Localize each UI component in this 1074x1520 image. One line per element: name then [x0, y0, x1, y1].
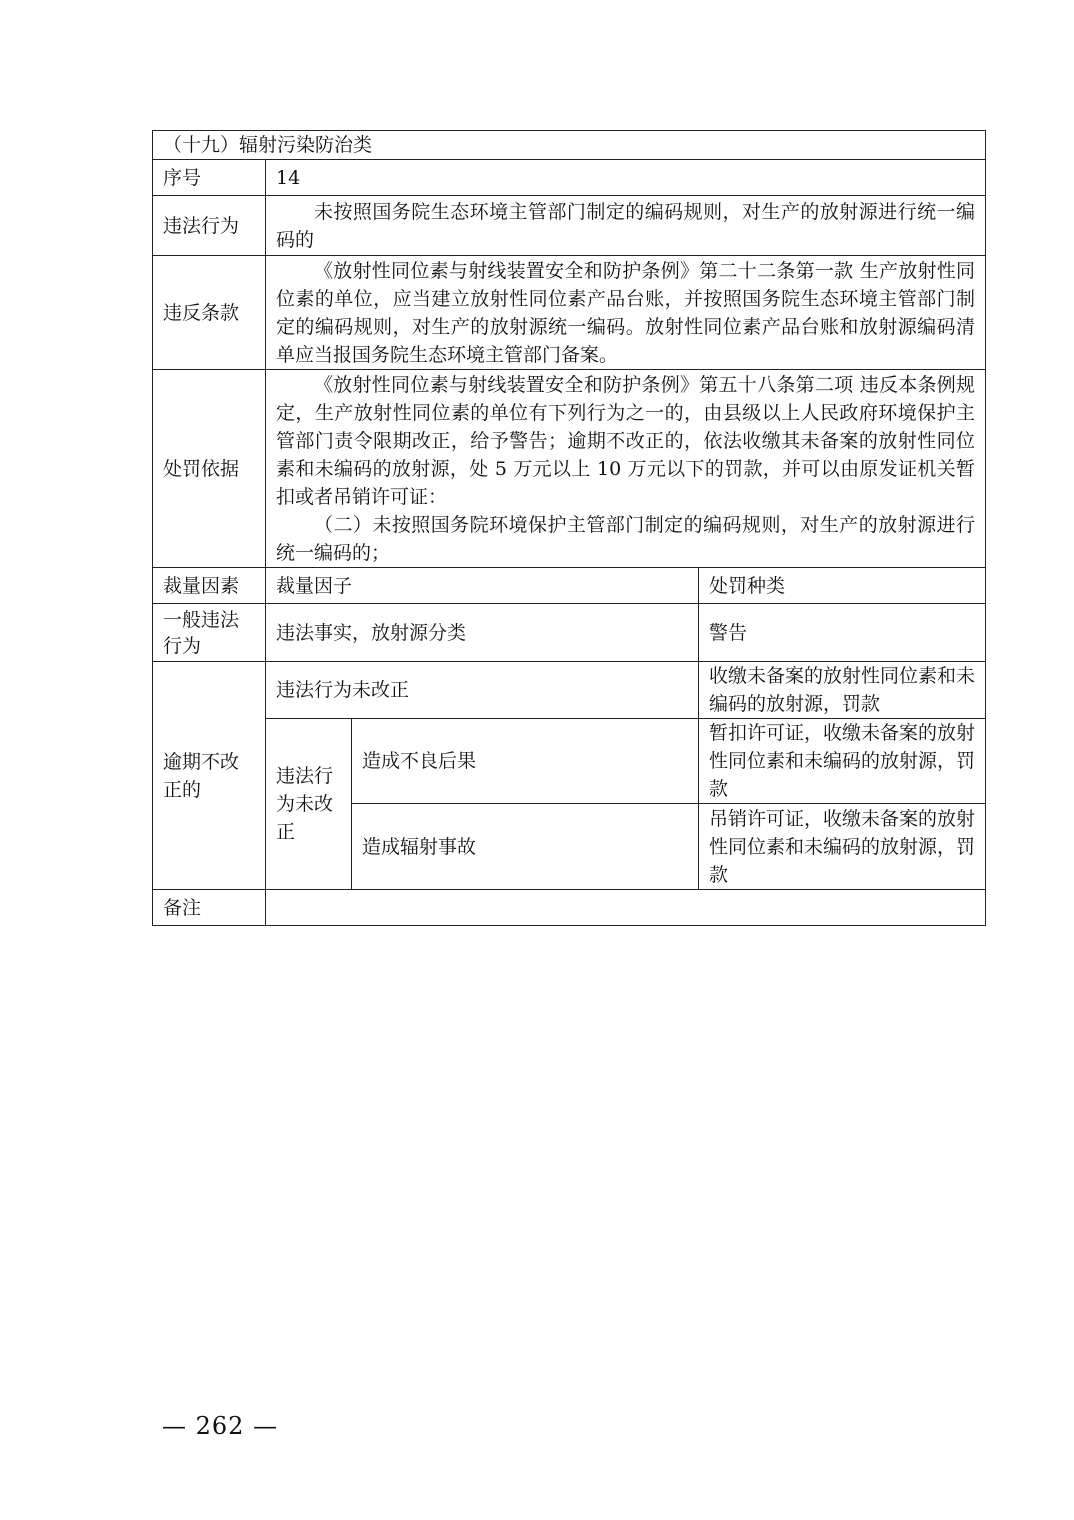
overdue-label: 逾期不改正的 — [153, 662, 266, 890]
page-number: — 262 — — [162, 1412, 279, 1440]
violated-clause-label: 违反条款 — [153, 256, 266, 370]
violated-clause-row — [153, 256, 986, 370]
radiation-accident-penalty: 吊销许可证，收缴未备案的放射性同位素和未编码的放射源，罚款 — [699, 804, 986, 890]
violated-clause-text: 《放射性同位素与射线装置安全和防护条例》第二十二条第一款 生产放射性同位素的单位，应当建立放射性同位素产品台账，并按照国务院生态环境主管部门制定的编码规则，对生产的放射源统一编码。放射性同位素产品台账和放射源编码清单应当报国务院生态环境主管部门备案。 — [276, 259, 976, 366]
illegal-act-row — [153, 196, 986, 256]
remarks-label: 备注 — [153, 890, 266, 926]
illegal-act-text: 未按照国务院生态环境主管部门制定的编码规则，对生产的放射源进行统一编码的 — [276, 200, 976, 251]
discretion-header-row — [153, 568, 986, 604]
bad-consequence-penalty: 暂扣许可证，收缴未备案的放射性同位素和未编码的放射源，罚款 — [699, 719, 986, 804]
discretion-factor-column: 裁量因子 — [266, 568, 699, 604]
enforcement-table — [152, 130, 986, 926]
penalty-basis-label: 处罚依据 — [153, 370, 266, 568]
serial-row — [153, 160, 986, 196]
general-violation-penalty: 警告 — [699, 604, 986, 662]
general-violation-factor: 违法事实，放射源分类 — [266, 604, 699, 662]
remarks-row — [153, 890, 986, 926]
section-title: （十九）辐射污染防治类 — [153, 131, 986, 160]
bad-consequence-factor: 造成不良后果 — [352, 719, 699, 804]
general-violation-label: 一般违法行为 — [153, 604, 266, 662]
section-title-row — [153, 131, 986, 160]
penalty-basis-para-2: （二）未按照国务院环境保护主管部门制定的编码规则，对生产的放射源进行统一编码的； — [276, 513, 976, 564]
penalty-basis-para-1: 《放射性同位素与射线装置安全和防护条例》第五十八条第二项 违反本条例规定，生产放射性同位素的单位有下列行为之一的，由县级以上人民政府环境保护主管部门责令限期改正，给予警告；逾期不改正的，依法收缴其未备案的放射性同位素和未编码的放射源，处 5 万元以上 10 万元以下的罚款，并可以由原发证机关暂扣或者吊销许可证： — [276, 373, 976, 508]
uncorrected-sub-label: 违法行为未改正 — [266, 719, 352, 890]
overdue-uncorrected-factor: 违法行为未改正 — [266, 662, 699, 719]
serial-label: 序号 — [153, 160, 266, 196]
overdue-uncorrected-penalty: 收缴未备案的放射性同位素和未编码的放射源，罚款 — [699, 662, 986, 719]
bad-consequence-row — [153, 719, 986, 804]
discretion-factor-label: 裁量因素 — [153, 568, 266, 604]
overdue-uncorrected-row — [153, 662, 986, 719]
general-violation-row — [153, 604, 986, 662]
serial-value: 14 — [266, 160, 986, 196]
penalty-type-column: 处罚种类 — [699, 568, 986, 604]
radiation-accident-factor: 造成辐射事故 — [352, 804, 699, 890]
penalty-basis-row — [153, 370, 986, 568]
remarks-value — [266, 890, 986, 926]
illegal-act-label: 违法行为 — [153, 196, 266, 256]
